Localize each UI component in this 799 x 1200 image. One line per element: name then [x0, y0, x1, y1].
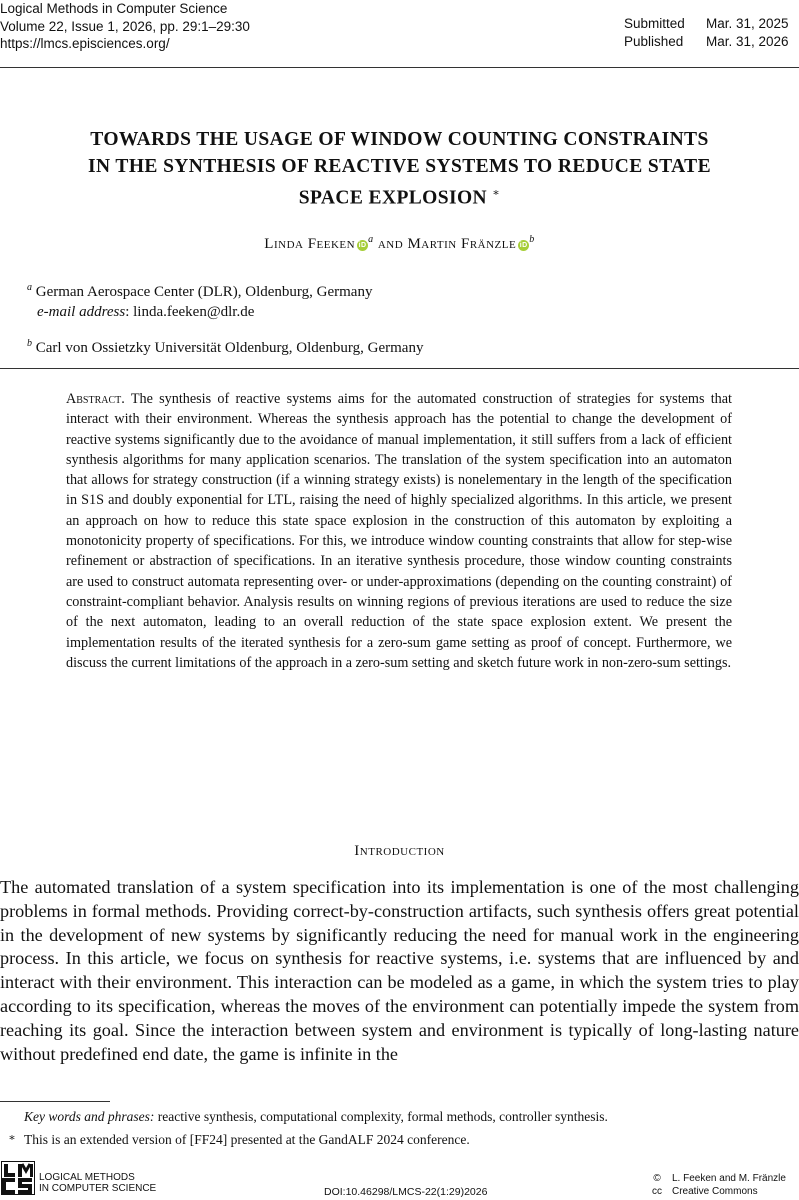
- keywords-footnote: [24, 1108, 608, 1126]
- lmcs-logo-icon: [1, 1161, 35, 1195]
- paper-title: [0, 126, 799, 212]
- author-1-affil-mark: a: [368, 234, 374, 245]
- affiliation-rule: [0, 368, 799, 369]
- author-2: Martin Fränzle: [407, 236, 517, 252]
- copyright-icon: ©: [653, 1173, 661, 1184]
- title-line-3: SPACE EXPLOSION: [298, 187, 488, 209]
- abstract-label: Abstract.: [66, 391, 125, 407]
- creative-commons-icon: cc: [652, 1186, 662, 1197]
- header-rule: [0, 67, 799, 68]
- published-date: Mar. 31, 2026: [706, 34, 789, 49]
- abstract: [66, 389, 732, 673]
- author-conjunction: and: [377, 236, 404, 252]
- keywords-text: reactive synthesis, computational complexity, formal methods, controller synthesis.: [157, 1109, 608, 1124]
- journal-volume: Volume 22, Issue 1, 2026, pp. 29:1–29:30: [0, 18, 250, 34]
- submitted-label: Submitted: [624, 16, 685, 31]
- journal-url[interactable]: https://lmcs.episciences.org/: [0, 36, 170, 51]
- author-2-affil-mark: b: [529, 234, 535, 245]
- footnote-rule: [0, 1101, 110, 1102]
- author-1: Linda Feeken: [264, 236, 356, 252]
- title-line-1: TOWARDS THE USAGE OF WINDOW COUNTING CONSTRAINTS: [90, 129, 709, 150]
- orcid-icon[interactable]: iD: [519, 242, 528, 249]
- doi[interactable]: DOI:10.46298/LMCS-22(1:29)2026: [324, 1186, 488, 1198]
- publisher-name: [39, 1172, 156, 1194]
- journal-header: [0, 0, 250, 53]
- introduction-heading: Introduction: [354, 843, 445, 859]
- extended-version-footnote: [0, 1129, 470, 1149]
- license-block: [652, 1172, 786, 1198]
- orcid-icon[interactable]: iD: [358, 242, 367, 249]
- publication-dates: [624, 15, 789, 51]
- keywords-label: Key words and phrases:: [24, 1109, 155, 1124]
- footnote-star-mark: ∗: [8, 1132, 16, 1144]
- license-name[interactable]: Creative Commons: [672, 1186, 758, 1197]
- abstract-text: The synthesis of reactive systems aims for the automated construction of strategies for systems that interact with their environment. Whereas the synthesis approach has the potential to change the development of reactive systems significantly due to the avoidance of manual implementation, it still suffers from a lack of efficient synthesis algorithms for many application scenarios. The translation of the system specification into an automaton that allows for strategy construction (if a winning strategy exists) is nonelementary in the length of the specification in S1S and doubly exponential for LTL, raising the need of highly specialized algorithms. In this article, we present an approach on how to reduce this state space explosion in the construction of this automaton by exploiting a monotonicity property of specifications. For this, we introduce window counting constraints that allow for step-wise refinement or abstraction of specifications. In an iterative synthesis procedure, those window counting constraints are used to construct automata representing over- or under-approximations (depending on the counting constraint) of constraint-compliant behavior. Analysis results on winning regions of previous iterations are used to reduce the size of the next automaton, leading to an overall reduction of the state space explosion extent. We present the implementation results of the iterated synthesis for a zero-sum game setting as proof of concept. Furthermore, we discuss the current limitations of the approach in a zero-sum setting and sketch future work in non-zero-sum settings.: [66, 391, 733, 671]
- submitted-date: Mar. 31, 2025: [706, 16, 789, 31]
- affil-a-mark: a: [27, 282, 32, 293]
- affiliation-a: $^a$ German Aerospace Center (DLR), Oldenburg, Germany e-mail address: linda.feeken@dlr.de: [27, 282, 373, 320]
- published-label: Published: [624, 34, 684, 49]
- journal-name: Logical Methods in Computer Science: [0, 1, 228, 16]
- publisher-line-2: IN COMPUTER SCIENCE: [39, 1183, 157, 1194]
- email-address[interactable]: linda.feeken@dlr.de: [133, 304, 255, 320]
- affiliation-b: [27, 334, 423, 358]
- copyright-holders: L. Feeken and M. Fränzle: [672, 1173, 786, 1184]
- title-line-2: IN THE SYNTHESIS OF REACTIVE SYSTEMS TO REDUCE STATE: [88, 156, 711, 177]
- affil-b-text: Carl von Ossietzky Universität Oldenburg, Oldenburg, Germany: [35, 340, 424, 356]
- email-label: e-mail address: [37, 304, 126, 320]
- affil-b-mark: b: [27, 338, 32, 349]
- publisher-line-1: LOGICAL METHODS: [39, 1172, 135, 1183]
- author-list: [0, 234, 799, 253]
- title-footnote-mark[interactable]: ∗: [492, 187, 501, 199]
- introduction-text: The automated translation of a system specification into its implementation is one of the most challenging problems in formal methods. Providing correct-by-construction artifacts, such synthesis offers great potential in the development of new systems by significantly reducing the need for manual work in the engineering process. In this article, we focus on synthesis for reactive systems, i.e. systems that are influenced by and interact with their environment. This interaction can be modeled as a game, in which the system tries to play according to its specification, whereas the moves of the environment can potentially impede the system from reaching its goal. Since the interaction between system and environment is typically of long-lasting nature without predefined end date, the game is infinite in the: [0, 877, 799, 1064]
- footnote-star-text: This is an extended version of [FF24] presented at the GandALF 2024 conference.: [24, 1132, 470, 1147]
- affil-a-text: German Aerospace Center (DLR), Oldenburg, Germany: [35, 284, 373, 300]
